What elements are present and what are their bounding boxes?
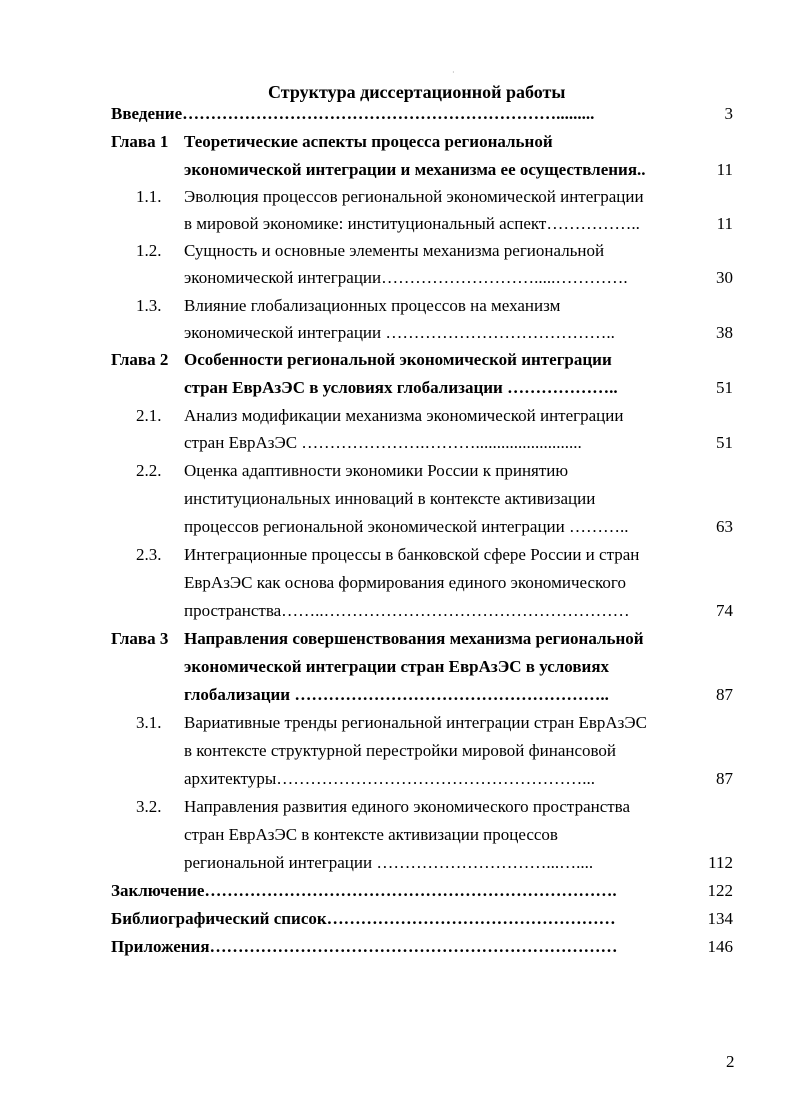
- toc-text: пространства……..………………………………………………: [184, 601, 630, 620]
- toc-entry: [0, 486, 794, 512]
- toc-entry: [0, 598, 794, 624]
- toc-entry: [0, 570, 794, 596]
- toc-text: архитектуры………………………………………………...: [184, 769, 596, 788]
- toc-page: 11: [716, 160, 733, 179]
- toc-entry: [0, 293, 794, 319]
- toc-entry: [0, 101, 794, 127]
- toc-text: глобализации ………………………………………………..: [184, 685, 609, 704]
- toc-page: 3: [724, 104, 733, 123]
- toc-entry: [0, 403, 794, 429]
- toc-page: 51: [716, 378, 733, 397]
- toc-text: Интеграционные процессы в банковской сфере России и стран: [184, 545, 640, 564]
- toc-entry: [0, 738, 794, 764]
- toc-entry: [0, 458, 794, 484]
- toc-text: Анализ модификации механизма экономической интеграции: [184, 406, 624, 425]
- toc-page: 74: [716, 601, 733, 620]
- toc-text: институциональных инноваций в контексте активизации: [184, 489, 596, 508]
- toc-label: 2.3.: [136, 545, 162, 564]
- toc-text: Оценка адаптивности экономики России к принятию: [184, 461, 569, 480]
- toc-page: 134: [707, 909, 733, 928]
- toc-label: 3.1.: [136, 713, 162, 732]
- toc-text: Вариативные тренды региональной интеграции стран ЕврАзЭС: [184, 713, 647, 732]
- toc-entry: [0, 129, 794, 155]
- toc-entry: [0, 878, 794, 904]
- toc-label: 2.1.: [136, 406, 162, 425]
- toc-text: Приложения………………………………………………………………: [111, 937, 618, 956]
- toc-label: 1.1.: [136, 187, 162, 206]
- toc-entry: [0, 211, 794, 237]
- toc-text: в контексте структурной перестройки мировой финансовой: [184, 741, 617, 760]
- toc-label: 2.2.: [136, 461, 162, 480]
- toc-text: экономической интеграции стран ЕврАзЭС в условиях: [184, 657, 610, 676]
- toc-text: экономической интеграции …………………………………..: [184, 323, 615, 342]
- toc-entry: [0, 184, 794, 210]
- toc-entry: [0, 654, 794, 680]
- toc-text: Направления совершенствования механизма региональной: [184, 629, 644, 648]
- toc-entry: [0, 265, 794, 291]
- toc-page: 38: [716, 323, 733, 342]
- toc-text: Введение………………………………………………………….........: [111, 104, 595, 123]
- toc-label: Глава 2: [111, 350, 169, 369]
- toc-entry: [0, 347, 794, 373]
- toc-text: Направления развития единого экономического пространства: [184, 797, 631, 816]
- toc-page: 112: [708, 853, 733, 872]
- toc-entry: [0, 794, 794, 820]
- toc-text: стран ЕврАзЭС ………………….……….........................: [184, 433, 582, 452]
- toc-label: 3.2.: [136, 797, 162, 816]
- toc-entry: [0, 906, 794, 932]
- toc-entry: [0, 320, 794, 346]
- toc-text: стран ЕврАзЭС в контексте активизации процессов: [184, 825, 558, 844]
- toc-entry: [0, 850, 794, 876]
- page-number: 2: [726, 1052, 735, 1071]
- toc-text: экономической интеграции и механизма ее осуществления..: [184, 160, 646, 179]
- toc-text: экономической интеграции……………………….....………….: [184, 268, 628, 287]
- toc-page: 122: [707, 881, 733, 900]
- toc-text: процессов региональной экономической интеграции ………..: [184, 517, 629, 536]
- toc-text: Теоретические аспекты процесса региональной: [184, 132, 553, 151]
- toc-entry: [0, 514, 794, 540]
- toc-entry: [0, 430, 794, 456]
- toc-entry: [0, 934, 794, 960]
- toc-text: стран ЕврАзЭС в условиях глобализации ………………..: [184, 378, 618, 397]
- toc-entry: [0, 375, 794, 401]
- toc-label: 1.2.: [136, 241, 162, 260]
- toc-text: Особенности региональной экономической интеграции: [184, 350, 612, 369]
- toc-page: 51: [716, 433, 733, 452]
- toc-page: 87: [716, 685, 733, 704]
- toc-entry: [0, 542, 794, 568]
- toc-entry: [0, 822, 794, 848]
- page-title: Структура диссертационной работы: [268, 82, 566, 102]
- toc-text: Эволюция процессов региональной экономической интеграции: [184, 187, 644, 206]
- toc-entry: [0, 682, 794, 708]
- toc-text: в мировой экономике: институциональный аспект……………..: [184, 214, 640, 233]
- toc-entry: [0, 626, 794, 652]
- toc-page: 63: [716, 517, 733, 536]
- toc-label: Глава 3: [111, 629, 169, 648]
- toc-page: 146: [707, 937, 733, 956]
- toc-entry: [0, 766, 794, 792]
- toc-label: Глава 1: [111, 132, 169, 151]
- toc-text: Сущность и основные элементы механизма региональной: [184, 241, 605, 260]
- toc-text: Заключение……………………………………………………………….: [111, 881, 617, 900]
- toc-text: ЕврАзЭС как основа формирования единого экономического: [184, 573, 626, 592]
- toc-text: Влияние глобализационных процессов на механизм: [184, 296, 561, 315]
- toc-text: региональной интеграции …………………………...…....: [184, 853, 594, 872]
- toc-entry: [0, 238, 794, 264]
- toc-page: 87: [716, 769, 733, 788]
- toc-entry: [0, 710, 794, 736]
- toc-label: 1.3.: [136, 296, 162, 315]
- toc-text: Библиографический список……………………………………………: [111, 909, 616, 928]
- toc-page: 30: [716, 268, 733, 287]
- toc-entry: [0, 157, 794, 183]
- toc-page: 11: [716, 214, 733, 233]
- scan-mark: ·: [452, 68, 455, 77]
